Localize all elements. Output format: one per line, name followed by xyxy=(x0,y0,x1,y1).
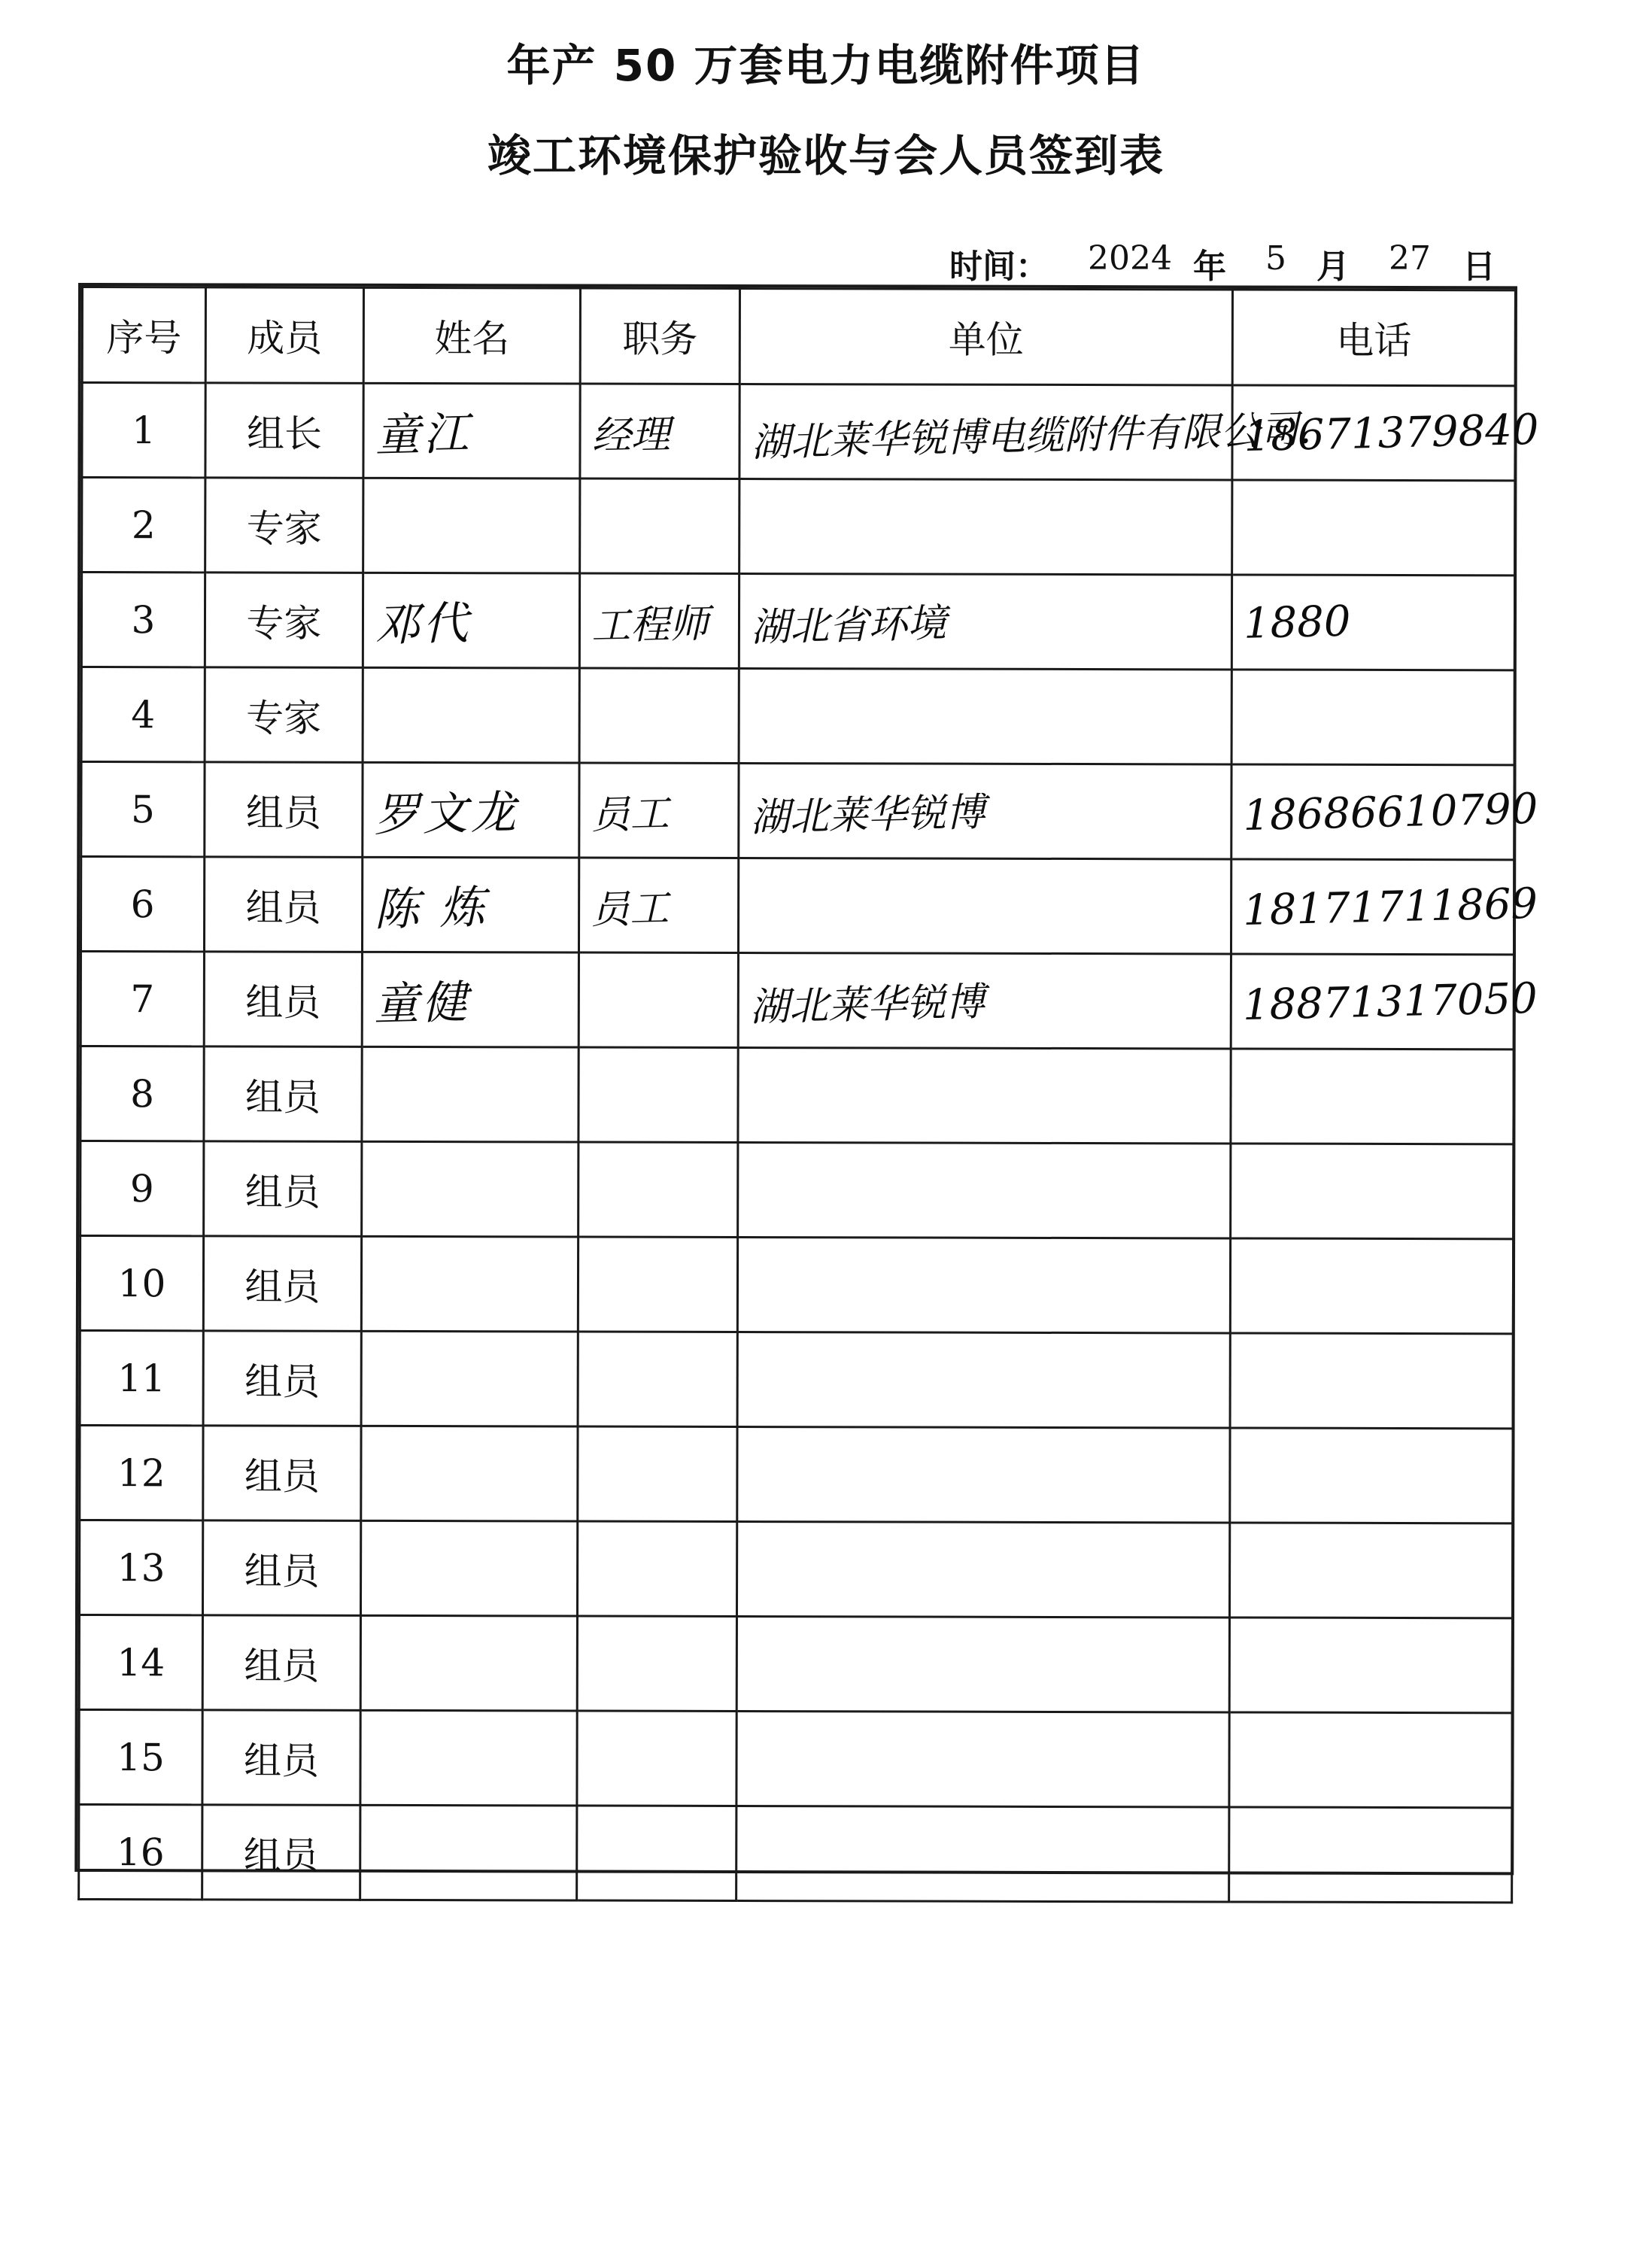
member-role-cell: 组员 xyxy=(204,857,362,952)
member-phone-cell xyxy=(1232,385,1540,481)
member-unit: 湖北省环境 xyxy=(750,600,947,651)
row-number-cell: 10 xyxy=(80,1236,203,1331)
member-name-cell xyxy=(363,762,579,858)
member-role-cell: 组员 xyxy=(203,1236,361,1331)
member-phone-cell xyxy=(1231,670,1514,765)
member-position: 经理 xyxy=(591,412,671,459)
member-position-cell xyxy=(579,1047,738,1142)
member-unit-cell xyxy=(739,573,1231,669)
sign-in-table xyxy=(77,286,1540,1903)
table-row xyxy=(80,1331,1513,1429)
member-position-cell xyxy=(579,858,738,952)
member-role-cell: 组员 xyxy=(202,1805,360,1900)
table-row xyxy=(79,1520,1512,1618)
member-name: 陈 炼 xyxy=(373,880,489,937)
table-header-row xyxy=(82,287,1515,386)
row-number-cell: 6 xyxy=(80,857,204,952)
member-unit-cell xyxy=(738,952,1231,1048)
document-title: 年产 50 万套电力电缆附件项目 xyxy=(506,40,1146,91)
member-role-cell: 组员 xyxy=(204,1141,362,1236)
member-phone: 18686610790 xyxy=(1242,784,1539,840)
member-role-cell: 组长 xyxy=(205,383,363,478)
sign-in-table-frame xyxy=(74,283,1540,1878)
row-number-cell: 9 xyxy=(80,1141,204,1236)
member-phone-cell xyxy=(1229,1807,1512,1903)
member-unit-cell xyxy=(736,1616,1229,1712)
member-unit-cell xyxy=(738,858,1231,953)
member-unit-cell xyxy=(739,763,1231,858)
member-name-cell xyxy=(362,952,579,1047)
member-position-cell xyxy=(578,1426,737,1521)
member-role-cell: 组员 xyxy=(204,1046,362,1141)
table-row xyxy=(80,1141,1514,1239)
member-name-cell xyxy=(361,1331,578,1426)
row-number-cell: 12 xyxy=(80,1426,203,1520)
member-position-cell xyxy=(579,952,738,1047)
member-phone-cell xyxy=(1230,1428,1513,1523)
member-phone-cell xyxy=(1229,1712,1512,1808)
member-phone-cell xyxy=(1229,1618,1512,1713)
member-phone-cell xyxy=(1231,859,1538,955)
member-role-cell: 专家 xyxy=(205,667,363,762)
date-label: 时间： xyxy=(949,248,1049,286)
member-phone-cell xyxy=(1231,575,1514,670)
member-role-cell: 组员 xyxy=(202,1520,360,1615)
row-number-cell: 15 xyxy=(79,1710,202,1805)
member-phone-cell xyxy=(1231,954,1538,1050)
member-position: 工程师 xyxy=(591,600,709,649)
member-role-cell: 组员 xyxy=(202,1615,360,1710)
member-name-cell xyxy=(362,1141,579,1237)
member-name-cell xyxy=(362,1046,579,1142)
member-position-cell xyxy=(579,668,739,763)
table-row xyxy=(79,1710,1512,1808)
member-phone-cell xyxy=(1232,480,1515,576)
member-name-cell xyxy=(363,383,580,478)
member-unit-cell xyxy=(738,1142,1231,1238)
member-unit-cell xyxy=(737,1426,1230,1522)
row-number-cell: 16 xyxy=(79,1805,202,1900)
member-role-cell: 专家 xyxy=(205,573,363,667)
column-header-phone: 电话 xyxy=(1232,290,1515,386)
column-header-role: 成员 xyxy=(205,287,363,383)
row-number-cell: 14 xyxy=(79,1615,202,1710)
member-role-cell: 专家 xyxy=(205,478,363,573)
member-phone-cell xyxy=(1230,1238,1513,1334)
row-number-cell: 8 xyxy=(80,1046,204,1141)
member-position-cell xyxy=(577,1806,736,1900)
table-row xyxy=(80,952,1514,1050)
member-position-cell xyxy=(577,1521,736,1616)
member-phone-cell xyxy=(1230,1333,1513,1429)
row-number-cell: 1 xyxy=(82,383,205,478)
member-position-cell xyxy=(580,478,739,573)
table-row xyxy=(81,667,1514,765)
member-unit: 湖北莱华锐博 xyxy=(749,789,986,841)
column-header-position: 职务 xyxy=(580,288,739,384)
row-number-cell: 4 xyxy=(81,667,205,762)
date-day: 27 xyxy=(1389,239,1431,278)
column-header-unit: 单位 xyxy=(739,288,1232,384)
member-position-cell xyxy=(577,1711,736,1806)
member-phone: 18171711869 xyxy=(1242,879,1538,935)
member-unit-cell xyxy=(736,1806,1229,1901)
member-name: 罗文龙 xyxy=(373,785,520,842)
member-name-cell xyxy=(363,573,579,668)
row-number-cell: 13 xyxy=(79,1520,202,1615)
member-position-cell xyxy=(578,1332,737,1426)
member-name-cell xyxy=(363,478,580,573)
member-role-cell: 组员 xyxy=(205,762,363,857)
table-row xyxy=(80,1046,1514,1144)
member-unit-cell xyxy=(738,1047,1231,1143)
table-row xyxy=(82,383,1515,481)
member-name-cell xyxy=(363,667,579,763)
member-unit-cell xyxy=(736,1711,1229,1806)
member-role-cell: 组员 xyxy=(202,1710,360,1805)
member-position: 员工 xyxy=(590,885,670,933)
column-header-name: 姓名 xyxy=(363,287,580,384)
member-position-cell xyxy=(579,573,739,668)
table-row xyxy=(79,1805,1512,1903)
member-name-cell xyxy=(361,1426,578,1521)
table-row xyxy=(80,1426,1513,1523)
member-unit-cell xyxy=(739,384,1312,479)
member-name-cell xyxy=(360,1805,577,1900)
row-number-cell: 3 xyxy=(81,573,205,667)
table-row xyxy=(82,478,1515,576)
table-row xyxy=(80,857,1514,955)
member-name-cell xyxy=(360,1710,577,1806)
date-year-unit: 年 xyxy=(1193,248,1226,286)
date-month-unit: 月 xyxy=(1316,248,1350,286)
row-number-cell: 11 xyxy=(80,1331,203,1426)
member-name: 邓代 xyxy=(374,597,472,652)
date-month: 5 xyxy=(1265,239,1286,278)
member-name-cell xyxy=(361,1236,578,1332)
date-year: 2024 xyxy=(1088,239,1172,278)
member-position-cell xyxy=(580,384,739,478)
member-unit-cell xyxy=(737,1332,1230,1427)
member-phone: 18671379840 xyxy=(1243,405,1540,461)
member-phone-cell xyxy=(1231,1144,1514,1239)
member-unit: 湖北莱华锐博 xyxy=(749,979,985,1031)
member-role-cell: 组员 xyxy=(203,1331,361,1426)
member-position-cell xyxy=(579,763,739,858)
member-phone: 1880 xyxy=(1243,596,1352,649)
member-role-cell: 组员 xyxy=(204,952,362,1046)
member-phone-cell xyxy=(1231,764,1539,860)
member-phone: 18871317050 xyxy=(1242,974,1538,1030)
member-position-cell xyxy=(578,1237,737,1332)
member-position: 员工 xyxy=(590,791,670,838)
row-number-cell: 2 xyxy=(82,478,205,573)
member-position-cell xyxy=(579,1142,738,1237)
member-unit-cell xyxy=(739,478,1232,574)
member-name-cell xyxy=(362,857,579,952)
member-name: 童健 xyxy=(373,976,471,1031)
member-unit: 湖北莱华锐博电缆附件有限公司. xyxy=(751,406,1312,466)
table-row xyxy=(81,762,1514,860)
member-name-cell xyxy=(360,1520,577,1616)
column-header-no: 序号 xyxy=(82,287,205,383)
member-name: 童江 xyxy=(374,407,472,463)
table-row xyxy=(79,1615,1512,1713)
row-number-cell: 7 xyxy=(80,952,204,1046)
member-phone-cell xyxy=(1231,1049,1514,1144)
member-name-cell xyxy=(360,1615,577,1711)
table-row xyxy=(80,1236,1513,1334)
member-phone-cell xyxy=(1229,1523,1512,1618)
member-position-cell xyxy=(577,1616,736,1711)
member-unit-cell xyxy=(739,668,1231,764)
member-role-cell: 组员 xyxy=(203,1426,361,1520)
member-unit-cell xyxy=(736,1521,1229,1617)
table-row xyxy=(81,573,1514,670)
row-number-cell: 5 xyxy=(81,762,205,857)
date-day-unit: 日 xyxy=(1462,248,1496,286)
document-subtitle: 竣工环境保护验收与会人员签到表 xyxy=(487,130,1165,181)
member-unit-cell xyxy=(737,1237,1230,1332)
